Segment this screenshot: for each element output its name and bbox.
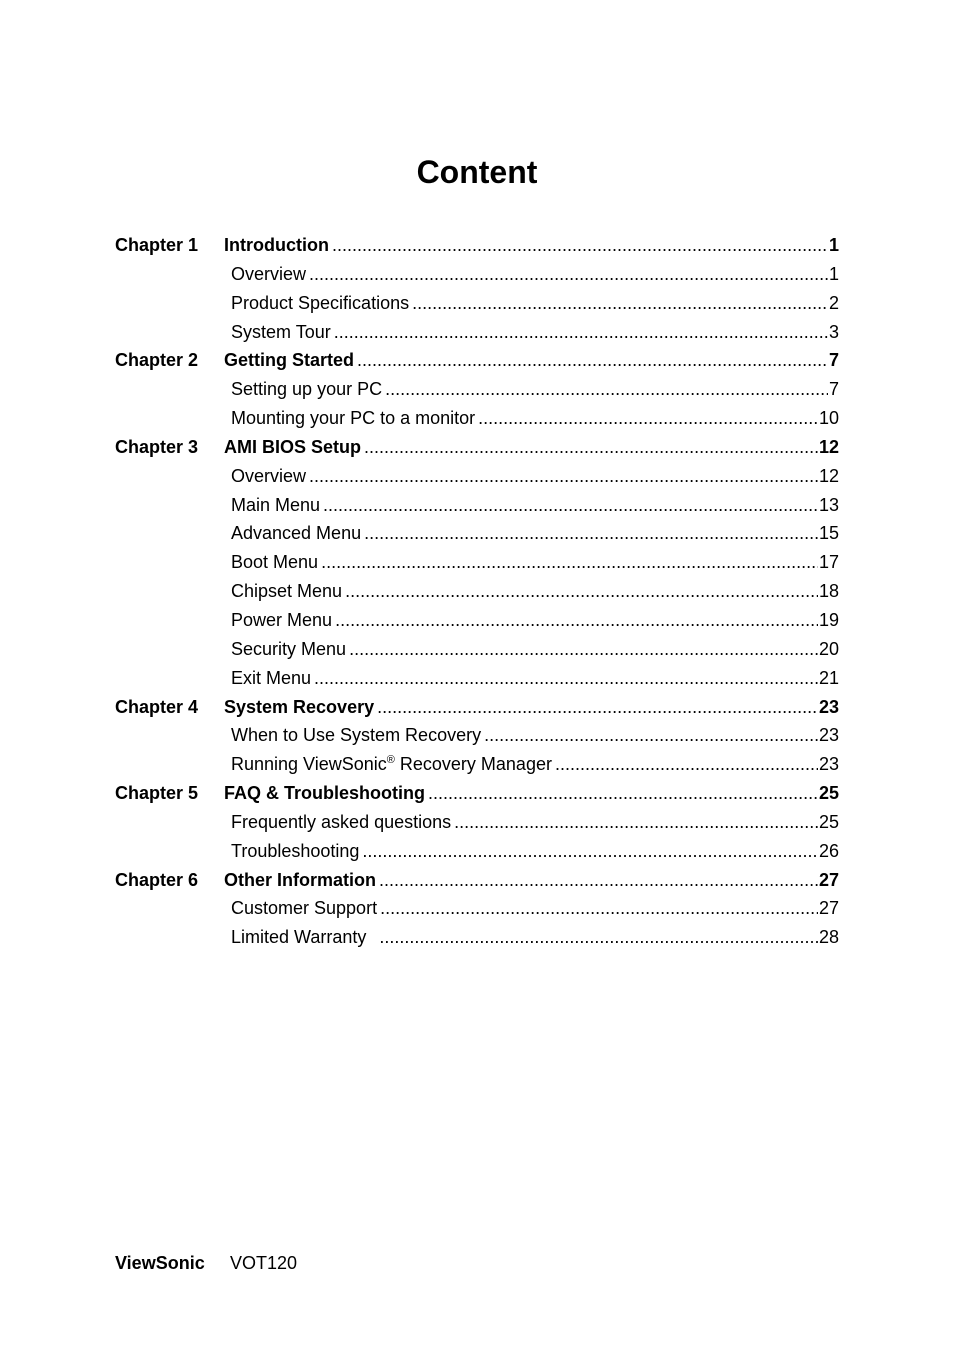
dot-leader xyxy=(364,519,818,548)
dot-leader xyxy=(334,318,828,347)
dot-leader xyxy=(309,260,828,289)
section-title: Troubleshooting xyxy=(231,840,360,861)
section-title: Advanced Menu xyxy=(231,523,362,544)
dot-leader xyxy=(380,894,818,923)
page-footer xyxy=(115,1250,297,1276)
toc-section-advanced-menu[interactable] xyxy=(115,519,839,548)
page-number: 19 xyxy=(818,609,839,630)
page-number: 28 xyxy=(818,927,839,948)
toc-section-running-recovery-manager[interactable] xyxy=(115,750,839,779)
toc-section-chipset-menu[interactable] xyxy=(115,577,839,606)
toc-section-faq[interactable] xyxy=(115,808,839,837)
section-title: Customer Support xyxy=(231,898,378,919)
page-title: Content xyxy=(416,154,538,190)
toc-chapter-3[interactable] xyxy=(115,433,839,462)
chapter-title: FAQ & Troubleshooting xyxy=(224,783,425,804)
section-title: Chipset Menu xyxy=(231,581,343,602)
page-number: 25 xyxy=(818,811,839,832)
dot-leader xyxy=(357,346,828,375)
toc-section-when-to-use-system-recovery[interactable] xyxy=(115,721,839,750)
page-number: 15 xyxy=(818,523,839,544)
toc-chapter-1[interactable] xyxy=(115,231,839,260)
dot-leader xyxy=(349,635,818,664)
chapter-label: Chapter 1 xyxy=(115,235,199,255)
chapter-title: AMI BIOS Setup xyxy=(224,436,362,457)
page-number: 23 xyxy=(818,696,839,717)
page-number: 27 xyxy=(818,869,839,890)
dot-leader xyxy=(379,923,818,952)
dot-leader xyxy=(385,375,828,404)
dot-leader xyxy=(377,693,818,722)
dot-leader xyxy=(364,433,818,462)
chapter-label: Chapter 6 xyxy=(115,869,199,890)
toc-section-setting-up-your-pc[interactable] xyxy=(115,375,839,404)
toc-chapter-2[interactable] xyxy=(115,346,839,375)
section-title-post: Recovery Manager xyxy=(394,754,552,775)
page-number: 1 xyxy=(828,263,839,284)
footer-brand: ViewSonic xyxy=(115,1253,205,1273)
page-number: 2 xyxy=(828,292,839,313)
section-title: Security Menu xyxy=(231,638,347,659)
page-number: 26 xyxy=(818,840,839,861)
toc-section-bios-overview[interactable] xyxy=(115,462,839,491)
section-title: Main Menu xyxy=(231,494,321,515)
page-number: 17 xyxy=(818,552,839,573)
dot-leader xyxy=(555,750,818,779)
toc-section-exit-menu[interactable] xyxy=(115,664,839,693)
dot-leader xyxy=(428,779,818,808)
chapter-title: Other Information xyxy=(224,869,376,890)
page-number: 13 xyxy=(818,494,839,515)
dot-leader xyxy=(484,721,818,750)
toc-section-boot-menu[interactable] xyxy=(115,548,839,577)
toc-chapter-6[interactable] xyxy=(115,866,839,895)
dot-leader xyxy=(332,231,828,260)
toc-chapter-4[interactable] xyxy=(115,693,839,722)
toc-section-customer-support[interactable] xyxy=(115,894,839,923)
dot-leader xyxy=(335,606,818,635)
page-number: 3 xyxy=(828,321,839,342)
toc-section-main-menu[interactable] xyxy=(115,491,839,520)
section-title: When to Use System Recovery xyxy=(231,725,482,746)
section-title: Boot Menu xyxy=(231,552,319,573)
section-title-pre: Running ViewSonic xyxy=(231,754,387,775)
chapter-label: Chapter 5 xyxy=(115,783,199,804)
page-number: 10 xyxy=(818,408,839,429)
page-number: 12 xyxy=(818,436,839,457)
page-number: 23 xyxy=(818,725,839,746)
toc-section-system-tour[interactable] xyxy=(115,318,839,347)
page-number: 21 xyxy=(818,667,839,688)
toc-section-limited-warranty[interactable] xyxy=(115,923,839,952)
dot-leader xyxy=(345,577,818,606)
toc-section-mounting-your-pc[interactable] xyxy=(115,404,839,433)
chapter-label: Chapter 4 xyxy=(115,696,199,717)
page-number: 12 xyxy=(818,465,839,486)
toc-chapter-5[interactable] xyxy=(115,779,839,808)
page-number: 20 xyxy=(818,638,839,659)
page-number: 25 xyxy=(818,783,839,804)
section-title: Overview xyxy=(231,465,307,486)
section-title: Overview xyxy=(231,263,307,284)
page-number: 18 xyxy=(818,581,839,602)
section-title: Limited Warranty xyxy=(231,927,367,948)
section-title: Setting up your PC xyxy=(231,379,383,400)
registered-mark: ® xyxy=(386,754,395,767)
chapter-label: Chapter 2 xyxy=(115,350,199,371)
toc-section-product-specifications[interactable] xyxy=(115,289,839,318)
dot-leader xyxy=(321,548,818,577)
section-title: Product Specifications xyxy=(231,292,410,313)
page-number: 23 xyxy=(818,754,839,775)
section-title xyxy=(115,750,552,779)
toc-section-security-menu[interactable] xyxy=(115,635,839,664)
dot-leader xyxy=(314,664,818,693)
dot-leader xyxy=(412,289,828,318)
page-number: 27 xyxy=(818,898,839,919)
footer-model: VOT120 xyxy=(230,1253,298,1273)
dot-leader xyxy=(454,808,818,837)
chapter-title: System Recovery xyxy=(224,696,375,717)
toc-section-power-menu[interactable] xyxy=(115,606,839,635)
section-title: Power Menu xyxy=(231,609,333,630)
dot-leader xyxy=(362,837,818,866)
section-title: Mounting your PC to a monitor xyxy=(231,408,476,429)
toc-section-troubleshooting[interactable] xyxy=(115,837,839,866)
section-title: Frequently asked questions xyxy=(231,811,452,832)
dot-leader xyxy=(478,404,818,433)
dot-leader xyxy=(379,866,818,895)
dot-leader xyxy=(323,491,818,520)
chapter-label: Chapter 3 xyxy=(115,436,199,457)
page-number: 7 xyxy=(828,379,839,400)
section-title: Exit Menu xyxy=(231,667,312,688)
page-number: 7 xyxy=(828,350,839,371)
chapter-title: Getting Started xyxy=(224,350,355,371)
page-number: 1 xyxy=(828,235,839,255)
dot-leader xyxy=(309,462,818,491)
toc-section-overview[interactable] xyxy=(115,260,839,289)
section-title: System Tour xyxy=(231,321,331,342)
chapter-title: Introduction xyxy=(224,235,329,255)
table-of-contents xyxy=(115,231,839,952)
